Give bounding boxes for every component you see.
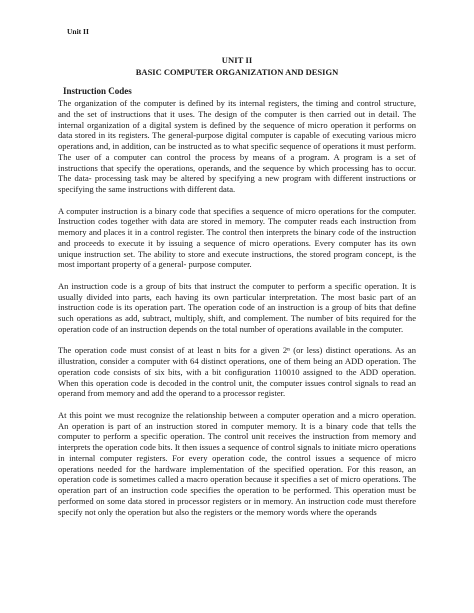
paragraph-operation-code: The operation code must consist of at least n bits for a given 2ⁿ (or less) distinct operations. As an illustration, consider a computer with 64 distinct operations, one of them being an ADD operation. The operation code consists of six bits, with a bit configuration 110010 assigned to the ADD operation. When this operation code is decoded in the control unit, the computer issues control signals to read an operand from memory and add the operand to a processor register.: [58, 345, 416, 399]
paragraph-computer-instruction: A computer instruction is a binary code that specifies a sequence of micro operations for the computer. Instruction codes together with data are stored in memory. The computer reads each instruction from memory and places it in a control register. The control then interprets the binary code of the instruction and proceeds to execute it by issuing a sequence of micro operations. Every computer has its own unique instruction set. The ability to store and execute instructions, the stored program concept, is the most important property of a general- purpose computer.: [58, 205, 416, 270]
chapter-title: BASIC COMPUTER ORGANIZATION AND DESIGN: [135, 67, 339, 77]
paragraph-micro-operation: At this point we must recognize the relationship between a computer operation and a micro operation. An operation is part of an instruction stored in computer memory. It is a binary code that tells the computer to perform a specific operation. The control unit receives the instruction from memory and interprets the operation code bits. It then issues a sequence of control signals to initiate micro operations in internal computer registers. For every operation code, the control issues a sequence of micro operations needed for the hardware implementation of the specified operation. For this reason, an operation code is sometimes called a macro operation because it specifies a set of micro operations. The operation part of an instruction code specifies the operation to be performed. This operation must be performed on some data stored in processor registers or in memory. An instruction code must therefore specify not only the operation but also the registers or the memory words where the operands: [58, 409, 416, 517]
unit-title: UNIT II: [221, 55, 253, 65]
body-text: [58, 98, 416, 517]
section-heading: Instruction Codes: [63, 86, 132, 96]
paragraph-organization: The organization of the computer is defined by its internal registers, the timing and control structure, and the set of instructions that it uses. The design of the computer is then carried out in detail. The internal organization of a digital system is defined by the sequence of micro operation it performs on data stored in its registers. The general-purpose digital computer is capable of executing various micro operations and, in addition, can be instructed as to what specific sequence of operations it must perform. The user of a computer can control the process by means of a program. A program is a set of instructions that specify the operations, operands, and the sequence by which processing has to occur. The data- processing task may be altered by specifying a new program with different instructions or specifying the same instructions with different data.: [58, 98, 416, 194]
paragraph-instruction-code: An instruction code is a group of bits that instruct the computer to perform a specific operation. It is usually divided into parts, each having its own particular interpretation. The most basic part of an instruction code is its operation part. The operation code of an instruction is a group of bits that define such operations as add, subtract, multiply, shift, and complement. The number of bits required for the operation code of an instruction depends on the total number of operations available in the computer.: [58, 280, 416, 334]
running-header: Unit II: [67, 27, 89, 36]
